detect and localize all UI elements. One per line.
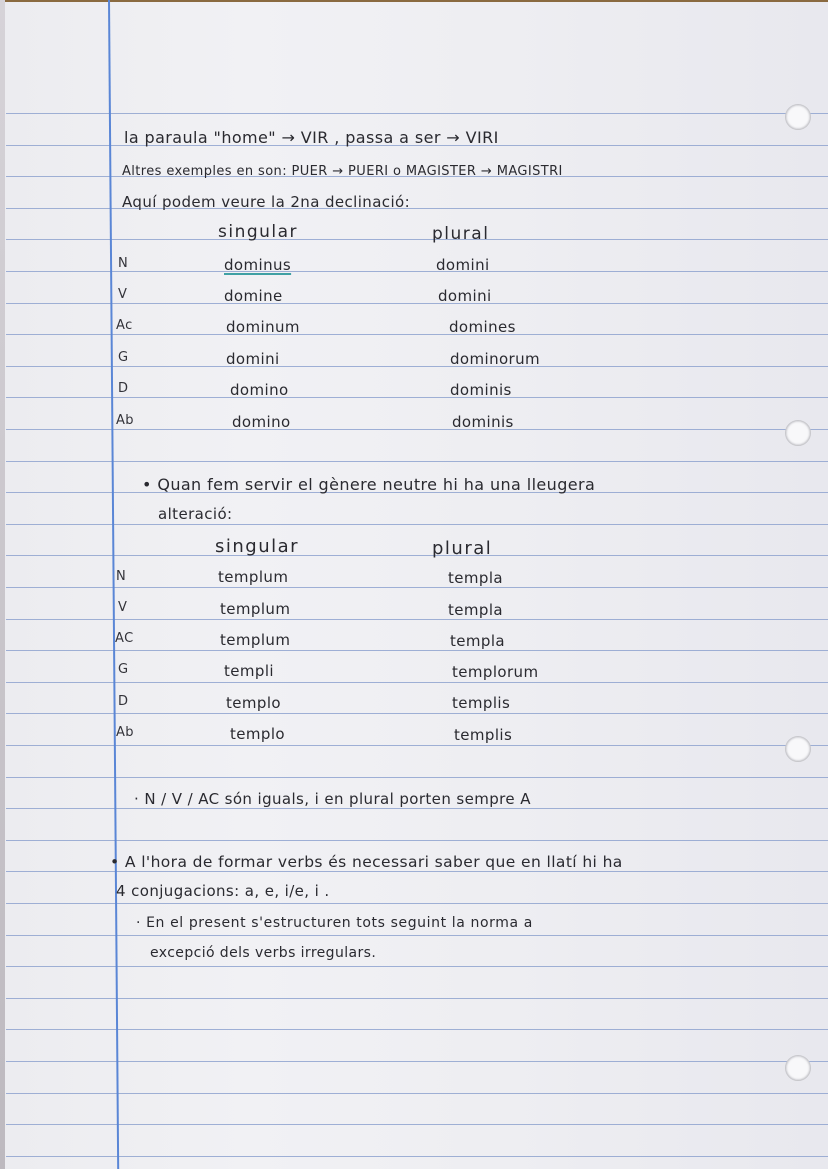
case-label: Ab (116, 413, 134, 428)
rule-line (6, 777, 828, 778)
desk-edge (0, 0, 828, 2)
punch-hole (785, 736, 811, 762)
singular-form: templo (226, 694, 281, 712)
rule-line (6, 239, 828, 240)
plural-form: dominorum (450, 350, 541, 368)
case-label: Ac (116, 318, 133, 333)
rule-line (6, 1124, 828, 1125)
plural-form: templa (448, 569, 504, 587)
rule-line (6, 1061, 828, 1062)
intro-line-3: Aquí podem veure la 2na declinació: (122, 193, 411, 211)
case-label: N (118, 256, 129, 271)
plural-form: templa (450, 632, 506, 650)
plural-form: dominis (450, 381, 512, 399)
singular-form: domine (224, 287, 283, 305)
case-label: AC (115, 631, 134, 646)
plural-form: dominis (452, 413, 514, 431)
rule-line (6, 1093, 828, 1094)
punch-hole (785, 104, 811, 130)
rule-line (6, 713, 828, 714)
verbs-line-2: 4 conjugacions: a, e, i/e, i . (116, 882, 330, 900)
case-label: N (116, 569, 127, 584)
rule-line (6, 935, 828, 936)
plural-form: templorum (452, 663, 539, 681)
table2-header-plural: plural (432, 538, 493, 559)
verbs-line-1: • A l'hora de formar verbs és necessari saber que en llatí hi ha (110, 853, 623, 871)
rule-line (6, 998, 828, 999)
singular-form: dominum (226, 318, 300, 336)
plural-form: domini (438, 287, 492, 305)
rule-line (6, 334, 828, 335)
table1-header-plural: plural (432, 224, 490, 244)
rule-line (6, 1029, 828, 1030)
rule-line (6, 871, 828, 872)
singular-form: templi (224, 662, 274, 680)
rule-line (6, 303, 828, 304)
singular-form: templum (220, 600, 291, 618)
table1-header-singular: singular (218, 222, 299, 242)
rule-line (6, 271, 828, 272)
verbs-line-4: excepció dels verbs irregulars. (150, 945, 377, 961)
neutral-note-line-2: alteració: (158, 505, 233, 523)
case-label: V (118, 287, 128, 302)
case-label: G (118, 350, 129, 365)
rule-line (6, 745, 828, 746)
singular-form: domini (226, 350, 280, 368)
rule-line (6, 1156, 828, 1157)
plural-form: domini (436, 256, 490, 274)
plural-form: domines (449, 318, 516, 336)
singular-form: templo (230, 725, 285, 743)
rule-line (6, 524, 828, 525)
punch-hole (785, 1055, 811, 1081)
case-label: G (118, 662, 129, 677)
rule-line (6, 840, 828, 841)
rule-line (6, 903, 828, 904)
rule-line (6, 966, 828, 967)
rule-line (6, 397, 828, 398)
singular-form: templum (220, 631, 291, 649)
rule-line (6, 429, 828, 430)
rule-line (6, 808, 828, 809)
case-label: D (118, 694, 129, 709)
neutral-note-line-1: • Quan fem servir el gènere neutre hi ha una lleugera (142, 475, 596, 494)
plural-form: templa (448, 601, 504, 619)
verbs-line-3: · En el present s'estructuren tots seguint la norma a (136, 915, 533, 931)
rule-line (6, 619, 828, 620)
punch-hole (785, 420, 811, 446)
rule-note: · N / V / AC són iguals, i en plural porten sempre A (134, 790, 531, 808)
rule-line (6, 113, 828, 114)
singular-form: dominus (224, 256, 292, 274)
rule-line (6, 555, 828, 556)
intro-line-1: la paraula "home" → VIR , passa a ser → VIRI (124, 128, 499, 147)
rule-line (6, 650, 828, 651)
case-label: Ab (116, 725, 134, 740)
rule-line (6, 366, 828, 367)
singular-form: domino (232, 413, 291, 431)
rule-line (6, 682, 828, 683)
page-edge (0, 0, 5, 1169)
rule-line (6, 587, 828, 588)
intro-line-2: Altres exemples en son: PUER → PUERI o MAGISTER → MAGISTRI (122, 164, 563, 179)
case-label: D (118, 381, 129, 396)
rule-line (6, 461, 828, 462)
singular-form: domino (230, 381, 289, 399)
case-label: V (118, 600, 128, 615)
table2-header-singular: singular (215, 536, 300, 557)
singular-form: templum (218, 568, 289, 586)
plural-form: templis (452, 694, 511, 712)
plural-form: templis (454, 726, 513, 744)
